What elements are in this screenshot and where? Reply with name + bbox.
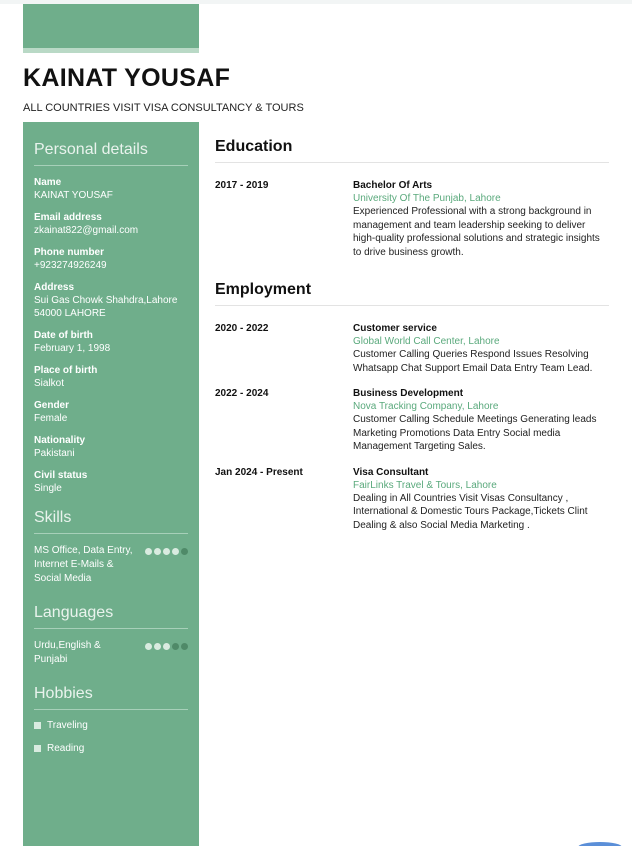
employment-entry xyxy=(215,322,609,375)
employment-date: 2022 - 2024 xyxy=(215,388,269,399)
employment-entry xyxy=(215,466,609,533)
personal-field xyxy=(34,399,188,425)
employment-date: 2020 - 2022 xyxy=(215,323,269,334)
personal-field-label: Date of birth xyxy=(34,330,93,341)
personal-field-label: Civil status xyxy=(34,470,88,481)
personal-field-value: February 1, 1998 xyxy=(34,343,111,354)
rating-dot xyxy=(181,643,188,650)
hobbies-list xyxy=(34,720,188,754)
employment-title: Visa Consultant xyxy=(353,466,429,478)
employment-description: Customer Calling Queries Respond Issues Resolving Whatsapp Chat Support Email Data Entry Team Lead. xyxy=(353,349,593,374)
employment-title: Customer service xyxy=(353,323,437,334)
resume-page xyxy=(0,4,632,846)
employment-list xyxy=(215,322,609,532)
personal-field-value: Single xyxy=(34,483,62,494)
skills-heading: Skills xyxy=(34,509,188,534)
employment-details xyxy=(353,387,609,454)
personal-field-label: Nationality xyxy=(34,435,86,446)
personal-field xyxy=(34,469,188,495)
personal-field-value: Female xyxy=(34,413,68,424)
employment-details xyxy=(353,466,609,533)
square-bullet-icon xyxy=(34,722,41,729)
language-row xyxy=(34,639,188,667)
employment-title: Business Development xyxy=(353,388,464,399)
hobbies-heading: Hobbies xyxy=(34,685,188,710)
personal-details-heading: Personal details xyxy=(34,141,188,166)
header-color-strip xyxy=(23,48,199,53)
personal-field-label: Gender xyxy=(34,400,70,411)
personal-field xyxy=(34,211,188,237)
personal-field xyxy=(34,434,188,460)
candidate-tagline: ALL COUNTRIES VISIT VISA CONSULTANCY & TOURS xyxy=(23,102,304,114)
rating-dot xyxy=(163,643,170,650)
education-entry xyxy=(215,179,609,259)
employment-organization: FairLinks Travel & Tours, Lahore xyxy=(353,479,497,491)
personal-field-value: Sialkot xyxy=(34,378,65,389)
hobby-item xyxy=(34,743,188,754)
personal-field-label: Name xyxy=(34,177,62,188)
rating-dot xyxy=(181,548,188,555)
education-description: Experienced Professional with a strong background in management and team leadership seeking to deliver high-quality professional solutions and strategic insights to drive business growth. xyxy=(353,206,600,258)
skill-name: MS Office, Data Entry, Internet E-Mails & Social Media xyxy=(34,545,133,584)
personal-field-value: Pakistani xyxy=(34,448,75,459)
sidebar xyxy=(23,122,199,846)
corner-decoration xyxy=(578,842,622,846)
employment-entry xyxy=(215,387,609,454)
rating-dot xyxy=(163,548,170,555)
hobby-label: Reading xyxy=(47,743,85,754)
education-details xyxy=(353,179,609,259)
education-heading: Education xyxy=(215,138,609,163)
header-color-block xyxy=(23,4,199,48)
personal-field-value: Sui Gas Chowk Shahdra,Lahore 54000 LAHORE xyxy=(34,295,178,319)
rating-dot xyxy=(172,548,179,555)
rating-dot xyxy=(154,548,161,555)
employment-date: Jan 2024 - Present xyxy=(215,466,303,478)
personal-field-value: +923274926249 xyxy=(34,260,107,271)
square-bullet-icon xyxy=(34,745,41,752)
employment-heading: Employment xyxy=(215,281,609,306)
education-title: Bachelor Of Arts xyxy=(353,180,433,191)
employment-description: Customer Calling Schedule Meetings Generating leads Marketing Promotions Data Entry Social media Management Targeting Sales. xyxy=(353,414,597,452)
hobby-label: Traveling xyxy=(47,720,88,731)
education-list xyxy=(215,179,609,259)
education-date: 2017 - 2019 xyxy=(215,180,269,191)
rating-dot xyxy=(145,643,152,650)
rating-dot xyxy=(154,643,161,650)
personal-field xyxy=(34,176,188,202)
employment-organization: Nova Tracking Company, Lahore xyxy=(353,401,499,412)
personal-field-label: Place of birth xyxy=(34,365,98,376)
language-rating xyxy=(145,643,188,650)
personal-details-list xyxy=(34,176,188,495)
candidate-name: KAINAT YOUSAF xyxy=(23,64,231,92)
personal-field-label: Address xyxy=(34,282,75,293)
personal-field-value: zkainat822@gmail.com xyxy=(34,225,139,236)
employment-organization: Global World Call Center, Lahore xyxy=(353,336,500,347)
employment-details xyxy=(353,322,609,375)
language-name: Urdu,English & Punjabi xyxy=(34,640,101,665)
skills-list xyxy=(34,544,188,586)
languages-list xyxy=(34,639,188,667)
skill-row xyxy=(34,544,188,586)
skill-rating xyxy=(145,548,188,555)
personal-field-label: Phone number xyxy=(34,247,105,258)
personal-field xyxy=(34,246,188,272)
personal-field-value: KAINAT YOUSAF xyxy=(34,190,113,201)
hobby-item xyxy=(34,720,188,731)
employment-description: Dealing in All Countries Visit Visas Consultancy , International & Domestic Tours Package,Tickets Clint Dealing & also Social Media Marketing . xyxy=(353,492,588,531)
personal-field-label: Email address xyxy=(34,212,102,223)
education-organization: University Of The Punjab, Lahore xyxy=(353,193,501,204)
rating-dot xyxy=(145,548,152,555)
rating-dot xyxy=(172,643,179,650)
personal-field xyxy=(34,329,188,355)
main-content xyxy=(215,138,609,544)
personal-field xyxy=(34,364,188,390)
personal-field xyxy=(34,281,188,320)
languages-heading: Languages xyxy=(34,604,188,629)
